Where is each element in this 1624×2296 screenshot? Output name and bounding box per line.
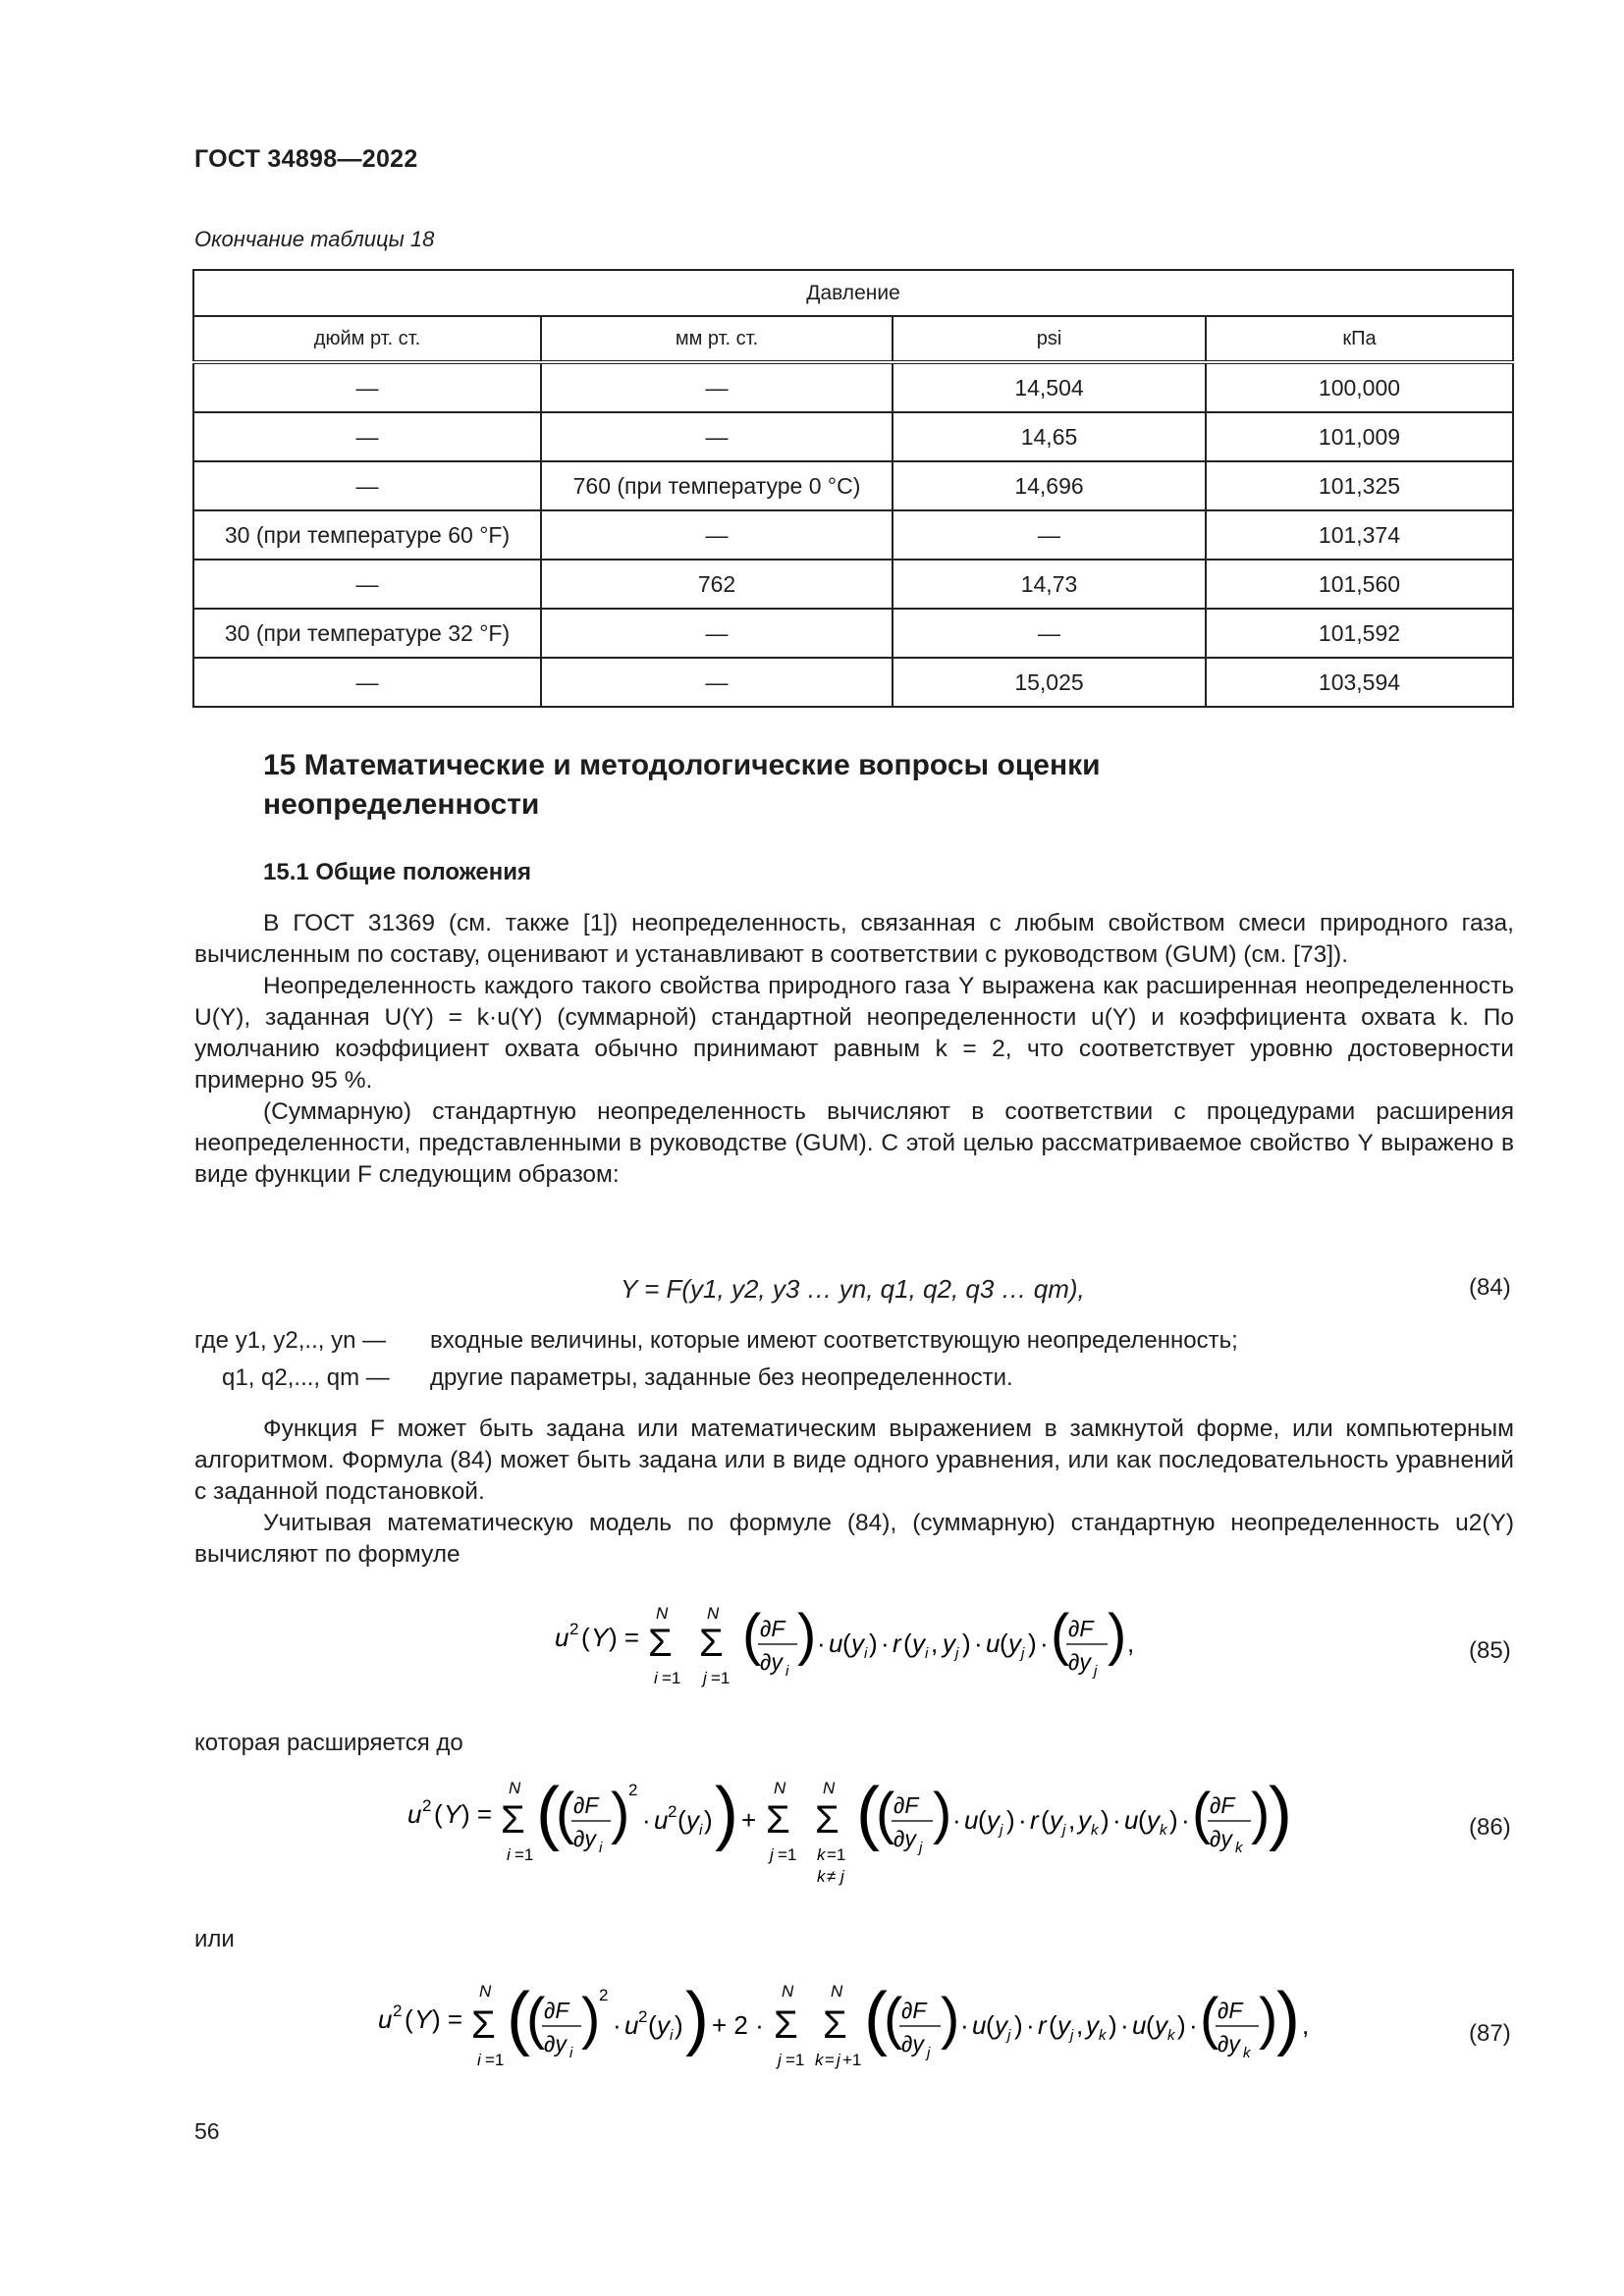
svg-text:Y: Y xyxy=(591,1623,609,1652)
svg-text:N: N xyxy=(823,1779,836,1797)
svg-text:): ) xyxy=(1006,1805,1015,1835)
svg-text:): ) xyxy=(1177,2010,1186,2040)
svg-text:i: i xyxy=(785,1663,789,1680)
svg-text:Σ: Σ xyxy=(823,2003,847,2047)
page-number: 56 xyxy=(194,2118,220,2144)
svg-text:(: ( xyxy=(507,1979,530,2057)
equation-86 xyxy=(403,1772,1326,1899)
table-cell: — xyxy=(193,461,541,510)
svg-text:(: ( xyxy=(742,1603,762,1667)
table-row xyxy=(193,461,1513,510)
svg-text:,: , xyxy=(931,1629,939,1658)
svg-text:·: · xyxy=(642,1805,651,1835)
table-cell: 101,009 xyxy=(1206,412,1513,461)
table-cell: — xyxy=(193,560,541,609)
svg-text:∂F: ∂F xyxy=(1210,1792,1235,1818)
svg-text:(: ( xyxy=(1000,1629,1008,1658)
svg-text:·: · xyxy=(1026,2010,1035,2040)
svg-text:+: + xyxy=(741,1805,757,1835)
svg-text:2: 2 xyxy=(422,1796,432,1815)
svg-text:k: k xyxy=(1243,2045,1251,2061)
svg-text:=1: =1 xyxy=(485,2051,505,2069)
svg-text:): ) xyxy=(1108,1603,1127,1667)
svg-text:j: j xyxy=(919,1840,923,1856)
svg-text:(: ( xyxy=(1138,1805,1147,1835)
svg-text:u: u xyxy=(986,1629,1001,1658)
svg-text:N: N xyxy=(656,1604,669,1623)
svg-text:=1: =1 xyxy=(778,1845,797,1864)
svg-text:k: k xyxy=(817,1845,826,1864)
svg-text:r: r xyxy=(893,1629,901,1658)
svg-text:∂y: ∂y xyxy=(1068,1649,1091,1675)
svg-text:=1: =1 xyxy=(514,1845,534,1864)
table-cell: — xyxy=(541,362,893,412)
table-cell: 14,696 xyxy=(893,461,1206,510)
equation-number: (86) xyxy=(1469,1814,1511,1841)
table-cell: 101,560 xyxy=(1206,560,1513,609)
svg-text:∂F: ∂F xyxy=(901,1998,927,2023)
svg-text:r: r xyxy=(1030,1805,1039,1835)
svg-text:·: · xyxy=(960,2010,969,2040)
svg-text:i: i xyxy=(477,2051,481,2069)
svg-text:(: ( xyxy=(1200,1987,1219,2051)
svg-text:∂y: ∂y xyxy=(1218,2031,1240,2056)
svg-text:k: k xyxy=(1167,2027,1175,2044)
svg-text:): ) xyxy=(704,1805,713,1835)
table-cell: 762 xyxy=(541,560,893,609)
svg-text:=: = xyxy=(825,2051,835,2069)
svg-text:j: j xyxy=(1062,1822,1066,1839)
svg-text:∂F: ∂F xyxy=(1218,1998,1243,2023)
svg-text:(: ( xyxy=(556,1782,575,1845)
svg-text:j: j xyxy=(703,1669,707,1687)
column-header: дюйм рт. ст. xyxy=(193,316,541,362)
svg-text:(: ( xyxy=(1146,2010,1155,2040)
svg-text:j: j xyxy=(927,2045,931,2061)
table-cell: — xyxy=(193,658,541,707)
svg-text:j: j xyxy=(840,1867,844,1886)
svg-text:u: u xyxy=(1132,2010,1147,2040)
svg-text:(: ( xyxy=(405,2004,413,2034)
svg-text:y: y xyxy=(995,2010,1007,2040)
svg-text:(: ( xyxy=(856,1774,880,1852)
svg-text:): ) xyxy=(1259,1987,1278,2051)
svg-text:y: y xyxy=(943,1629,955,1658)
svg-text:(: ( xyxy=(677,1805,686,1835)
table-cell: 101,374 xyxy=(1206,510,1513,560)
svg-text:y: y xyxy=(686,1805,699,1835)
svg-text:(: ( xyxy=(648,2010,657,2040)
svg-text:): ) xyxy=(1269,1774,1292,1852)
svg-text:i: i xyxy=(670,2027,674,2044)
svg-text:N: N xyxy=(707,1604,720,1623)
svg-text:): ) xyxy=(941,1987,960,2051)
section-title-line2: неопределенности xyxy=(263,788,540,821)
svg-text:): ) xyxy=(611,1782,630,1845)
column-header: psi xyxy=(893,316,1206,362)
table-cell: — xyxy=(541,412,893,461)
svg-text:i: i xyxy=(569,2045,573,2061)
svg-text:j: j xyxy=(1007,2027,1011,2044)
table-row xyxy=(193,609,1513,658)
paragraph: В ГОСТ 31369 (см. также [1]) неопределенность, связанная с любым свойством смеси природного газа, вычисленным по составу, оценивают и устанавливают в соответствии с руководством (GUM) (см. [73]). xyxy=(194,910,1514,968)
svg-text:): ) xyxy=(1109,2010,1117,2040)
svg-text:y: y xyxy=(912,1629,925,1658)
svg-text:y: y xyxy=(1057,2010,1070,2040)
svg-text:i: i xyxy=(599,1840,603,1856)
svg-text:(: ( xyxy=(864,1979,888,2057)
table-row xyxy=(193,658,1513,707)
svg-text:) =: ) = xyxy=(609,1623,640,1652)
svg-text:i: i xyxy=(864,1645,868,1662)
svg-text:k: k xyxy=(1099,2027,1107,2044)
svg-text:∂y: ∂y xyxy=(893,1826,916,1851)
svg-text:y: y xyxy=(1155,2010,1167,2040)
svg-text:): ) xyxy=(1101,1805,1110,1835)
svg-text:j: j xyxy=(770,1845,774,1864)
svg-text:u: u xyxy=(555,1623,569,1652)
table-cell: — xyxy=(541,658,893,707)
svg-text:=1: =1 xyxy=(662,1669,681,1687)
svg-text:(: ( xyxy=(1051,1603,1070,1667)
pressure-table xyxy=(192,269,1514,708)
svg-text:·: · xyxy=(1040,1629,1049,1658)
svg-text:Y: Y xyxy=(444,1799,461,1829)
svg-text:·: · xyxy=(1018,1805,1027,1835)
svg-text:(: ( xyxy=(581,1623,590,1652)
svg-text:·: · xyxy=(1120,2010,1129,2040)
svg-text:Σ: Σ xyxy=(815,1798,839,1842)
table-cell: 101,325 xyxy=(1206,461,1513,510)
where-symbol: где y1, y2,.., yn — xyxy=(194,1327,387,1354)
svg-text:(: ( xyxy=(903,1629,912,1658)
table-row xyxy=(193,412,1513,461)
table-cell: 101,592 xyxy=(1206,609,1513,658)
paragraph: Функция F может быть задана или математическим выражением в замкнутой форме, или компьютерным алгоритмом. Формула (84) может быть задана или в виде одного уравнения, или как последовательность уравнений с заданной подстановкой. xyxy=(194,1415,1514,1505)
svg-text:y: y xyxy=(1078,1805,1091,1835)
table-cell: — xyxy=(193,412,541,461)
table-cell: — xyxy=(541,609,893,658)
subsection-title: 15.1 Общие положения xyxy=(263,859,532,885)
svg-text:∂F: ∂F xyxy=(573,1792,599,1818)
svg-text:(: ( xyxy=(986,2010,995,2040)
paragraph: Неопределенность каждого такого свойства природного газа Y выражена как расширенная неопределенность U(Y), заданная U(Y) = k·u(Y) (суммарной) стандартной неопределенности u(Y) и коэффициента охвата k. По умолчанию коэффициент охвата обычно принимают равным k = 2, что соответствует уровню достоверности примерно 95 %. xyxy=(194,973,1514,1094)
svg-text:): ) xyxy=(797,1603,817,1667)
svg-text:k: k xyxy=(1160,1822,1167,1839)
table-cell: 14,73 xyxy=(893,560,1206,609)
equation-84: Y = F(y1, y2, y3 … yn, q1, q2, q3 … qm), xyxy=(621,1274,1085,1304)
svg-text:+ 2 ·: + 2 · xyxy=(712,2010,764,2040)
svg-text:2: 2 xyxy=(599,1986,609,2004)
svg-text:Σ: Σ xyxy=(501,1798,525,1842)
svg-text:N: N xyxy=(509,1779,521,1797)
svg-text:): ) xyxy=(962,1629,971,1658)
svg-text:,: , xyxy=(1076,2010,1084,2040)
svg-text:j: j xyxy=(1000,1822,1003,1839)
svg-text:i: i xyxy=(925,1645,929,1662)
section-title xyxy=(263,746,1343,825)
where-symbol: q1, q2,..., qm — xyxy=(222,1364,390,1391)
svg-text:(: ( xyxy=(978,1805,987,1835)
column-header: мм рт. ст. xyxy=(541,316,893,362)
svg-text:,: , xyxy=(1068,1805,1076,1835)
svg-text:2: 2 xyxy=(393,2002,403,2020)
svg-text:): ) xyxy=(581,1987,601,2051)
svg-text:=1: =1 xyxy=(711,1669,731,1687)
equation-number: (84) xyxy=(1469,1274,1511,1301)
svg-text:2: 2 xyxy=(668,1802,677,1821)
svg-text:): ) xyxy=(1251,1782,1271,1845)
section-title-line1: 15 Математические и методологические вопросы оценки xyxy=(263,749,1101,781)
svg-text:): ) xyxy=(869,1629,878,1658)
svg-text:y: y xyxy=(1008,1629,1021,1658)
equation-number: (87) xyxy=(1469,2020,1511,2047)
where-definition: входные величины, которые имеют соответствующую неопределенность; xyxy=(430,1327,1238,1354)
svg-text:r: r xyxy=(1038,2010,1047,2040)
svg-text:): ) xyxy=(1028,1629,1037,1658)
svg-text:(: ( xyxy=(526,1987,546,2051)
svg-text:k: k xyxy=(817,1867,826,1886)
table-caption: Окончание таблицы 18 xyxy=(194,227,435,251)
svg-text:y: y xyxy=(1086,2010,1099,2040)
table-cell: 15,025 xyxy=(893,658,1206,707)
svg-text:·: · xyxy=(881,1629,890,1658)
svg-text:(: ( xyxy=(884,1987,903,2051)
svg-text:u: u xyxy=(654,1805,669,1835)
svg-text:Σ: Σ xyxy=(774,2003,798,2047)
svg-text:u: u xyxy=(624,2010,639,2040)
table-group-header: Давление xyxy=(193,270,1513,316)
table-row xyxy=(193,362,1513,412)
svg-text:∂F: ∂F xyxy=(544,1998,569,2023)
svg-text:y: y xyxy=(657,2010,670,2040)
svg-text:=1: =1 xyxy=(827,1845,846,1864)
svg-text:2: 2 xyxy=(628,1781,638,1799)
table-cell: 14,65 xyxy=(893,412,1206,461)
table-cell: — xyxy=(541,510,893,560)
svg-text:u: u xyxy=(964,1805,979,1835)
svg-text:u: u xyxy=(972,2010,987,2040)
table-cell: — xyxy=(193,362,541,412)
svg-text:Σ: Σ xyxy=(699,1622,724,1665)
table-row xyxy=(193,560,1513,609)
table-cell: 100,000 xyxy=(1206,362,1513,412)
svg-text:,: , xyxy=(1302,2010,1310,2040)
svg-text:N: N xyxy=(782,1982,794,2001)
svg-text:≠: ≠ xyxy=(827,1867,837,1886)
svg-text:N: N xyxy=(479,1982,492,2001)
text-line: или xyxy=(194,1926,235,1952)
svg-text:∂F: ∂F xyxy=(893,1792,919,1818)
svg-text:): ) xyxy=(1169,1805,1178,1835)
table-cell: 30 (при температуре 60 °F) xyxy=(193,510,541,560)
svg-text:·: · xyxy=(974,1629,983,1658)
svg-text:u: u xyxy=(378,2004,393,2034)
svg-text:): ) xyxy=(715,1774,738,1852)
svg-text:2: 2 xyxy=(638,2007,648,2026)
svg-text:(: ( xyxy=(434,1799,443,1829)
svg-text:(: ( xyxy=(1192,1782,1212,1845)
svg-text:j: j xyxy=(837,2051,840,2069)
svg-text:j: j xyxy=(1070,2027,1074,2044)
svg-text:): ) xyxy=(685,1979,709,2057)
svg-text:j: j xyxy=(778,2051,782,2069)
svg-text:∂y: ∂y xyxy=(544,2031,567,2056)
svg-text:y: y xyxy=(987,1805,1000,1835)
svg-text:) =: ) = xyxy=(461,1799,493,1829)
svg-text:k: k xyxy=(815,2051,824,2069)
svg-text:k: k xyxy=(1091,1822,1099,1839)
svg-text:i: i xyxy=(699,1822,703,1839)
svg-text:·: · xyxy=(613,2010,622,2040)
svg-text:(: ( xyxy=(1049,2010,1057,2040)
svg-text:(: ( xyxy=(536,1774,560,1852)
equation-87 xyxy=(373,1973,1335,2091)
svg-text:u: u xyxy=(407,1799,422,1829)
svg-text:,: , xyxy=(1127,1629,1135,1658)
svg-text:·: · xyxy=(817,1629,826,1658)
equation-85 xyxy=(550,1595,1178,1703)
svg-text:·: · xyxy=(1189,2010,1198,2040)
svg-text:∂F: ∂F xyxy=(760,1616,785,1641)
table-cell: 103,594 xyxy=(1206,658,1513,707)
table-cell: 760 (при температуре 0 °С) xyxy=(541,461,893,510)
table-cell: — xyxy=(893,609,1206,658)
svg-text:) =: ) = xyxy=(432,2004,463,2034)
svg-text:y: y xyxy=(851,1629,864,1658)
svg-text:∂y: ∂y xyxy=(760,1649,783,1675)
svg-text:(: ( xyxy=(842,1629,851,1658)
svg-text:2: 2 xyxy=(569,1620,579,1638)
svg-text:Σ: Σ xyxy=(471,2003,496,2047)
svg-text:Σ: Σ xyxy=(766,1798,790,1842)
svg-text:∂y: ∂y xyxy=(1210,1826,1232,1851)
paragraph-group-2 xyxy=(194,1414,1514,1571)
table-cell: — xyxy=(893,510,1206,560)
svg-text:=1: =1 xyxy=(785,2051,805,2069)
svg-text:): ) xyxy=(675,2010,683,2040)
svg-text:u: u xyxy=(1124,1805,1139,1835)
table-row xyxy=(193,510,1513,560)
svg-text:): ) xyxy=(1014,2010,1023,2040)
svg-text:·: · xyxy=(952,1805,961,1835)
svg-text:N: N xyxy=(774,1779,786,1797)
column-header: кПа xyxy=(1206,316,1513,362)
svg-text:k: k xyxy=(1235,1840,1243,1856)
svg-text:N: N xyxy=(831,1982,843,2001)
svg-text:(: ( xyxy=(876,1782,895,1845)
svg-text:i: i xyxy=(507,1845,511,1864)
svg-text:∂y: ∂y xyxy=(573,1826,596,1851)
paragraph: (Суммарную) стандартную неопределенность вычисляют в соответствии с процедурами расширения неопределенности, представленными в руководстве (GUM). С этой целью рассматриваемое свойство Y выражено в виде функции F следующим образом: xyxy=(194,1098,1514,1188)
svg-text:(: ( xyxy=(1041,1805,1050,1835)
text-line: которая расширяется до xyxy=(194,1730,463,1756)
svg-text:·: · xyxy=(1112,1805,1121,1835)
svg-text:Y: Y xyxy=(414,2004,432,2034)
svg-text:): ) xyxy=(1276,1979,1300,2057)
svg-text:·: · xyxy=(1181,1805,1190,1835)
table-cell: 30 (при температуре 32 °F) xyxy=(193,609,541,658)
where-definition: другие параметры, заданные без неопределенности. xyxy=(430,1364,1013,1391)
svg-text:+1: +1 xyxy=(842,2051,862,2069)
equation-number: (85) xyxy=(1469,1637,1511,1664)
svg-text:u: u xyxy=(829,1629,843,1658)
svg-text:j: j xyxy=(1021,1645,1025,1662)
svg-text:i: i xyxy=(654,1669,658,1687)
paragraph-group-1 xyxy=(194,908,1514,1191)
paragraph: Учитывая математическую модель по формуле (84), (суммарную) стандартную неопределенность u2(Y) вычисляют по формуле xyxy=(194,1510,1514,1568)
svg-text:j: j xyxy=(955,1645,959,1662)
svg-text:j: j xyxy=(1094,1663,1098,1680)
svg-text:y: y xyxy=(1050,1805,1062,1835)
svg-text:y: y xyxy=(1147,1805,1160,1835)
svg-text:Σ: Σ xyxy=(648,1622,673,1665)
svg-text:∂F: ∂F xyxy=(1068,1616,1094,1641)
svg-text:): ) xyxy=(933,1782,952,1845)
svg-text:∂y: ∂y xyxy=(901,2031,924,2056)
standard-header: ГОСТ 34898—2022 xyxy=(194,145,418,173)
table-cell: 14,504 xyxy=(893,362,1206,412)
